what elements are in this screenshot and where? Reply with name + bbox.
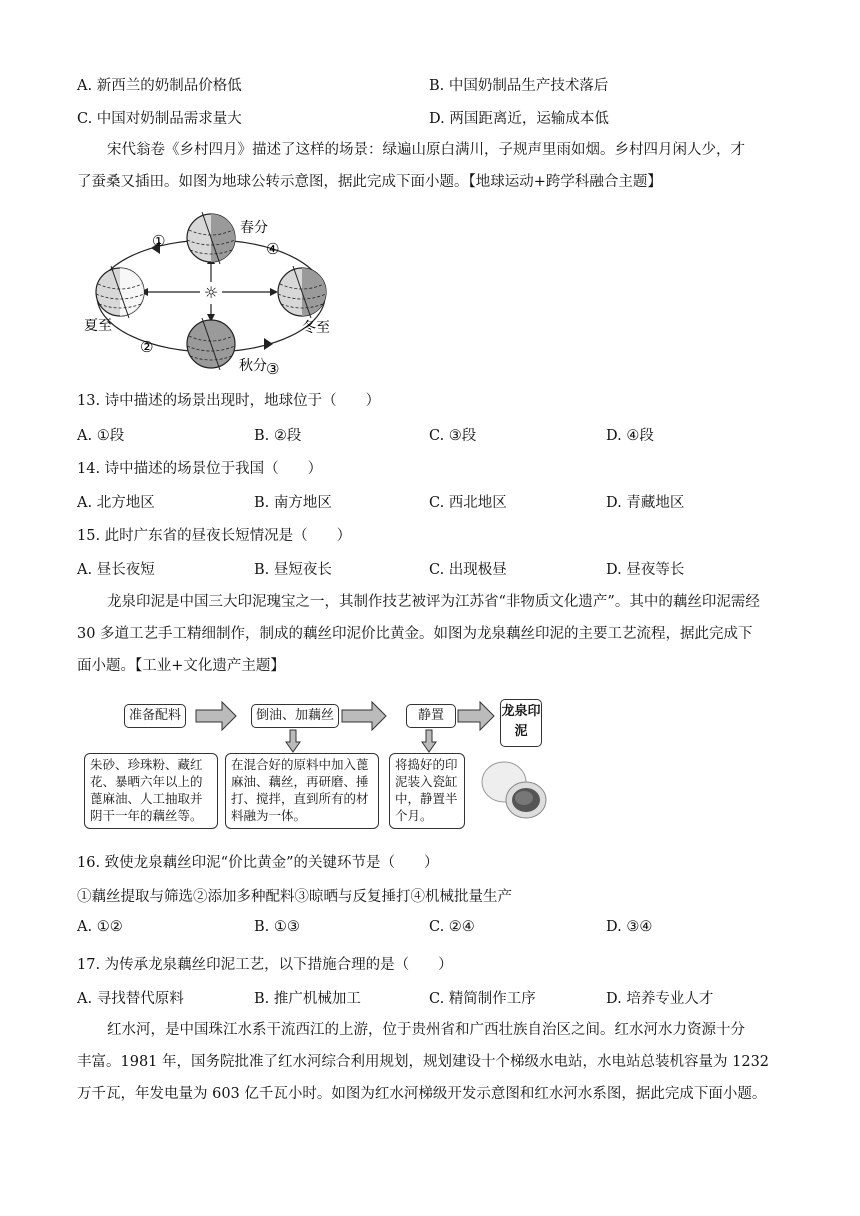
intro2-line2: 30 多道工艺手工精细制作，制成的藕丝印泥价比黄金。如图为龙泉藕丝印泥的主要工艺流程，据此完成下 [77,626,753,642]
desc-add-oil-silk: 在混合好的原料中加入蓖麻油、藕丝，再研磨、捶打、搅拌，直到所有的材料融为一体。 [225,753,379,829]
q16-option-b[interactable]: B. ①③ [254,919,300,935]
q12-option-d[interactable]: D. 两国距离近，运输成本低 [429,111,609,127]
step-add-oil-silk: 倒油、加藕丝 [251,704,339,728]
segment-1-label: ① [152,232,166,250]
earth-spring [187,212,235,264]
q14-option-d[interactable]: D. 青藏地区 [606,495,685,511]
segment-4-label: ④ [266,240,280,258]
step-rest: 静置 [406,704,456,728]
q12-option-b[interactable]: B. 中国奶制品生产技术落后 [429,78,609,94]
q14-option-a[interactable]: A. 北方地区 [77,495,155,511]
step-prepare-ingredients: 准备配料 [124,704,186,728]
q12-option-c[interactable]: C. 中国对奶制品需求量大 [77,111,242,127]
q13-option-c[interactable]: C. ③段 [429,428,477,444]
q16-statements: ①藕丝提取与筛选②添加多种配料③晾晒与反复捶打④机械批量生产 [77,889,512,905]
q14-stem: 14. 诗中描述的场景位于我国（ ） [77,461,323,477]
intro-paragraph-2 [77,586,789,682]
q13-option-a[interactable]: A. ①段 [77,428,125,444]
q17-option-a[interactable]: A. 寻找替代原料 [77,991,184,1007]
q14-option-b[interactable]: B. 南方地区 [254,495,332,511]
segment-2-label: ② [140,338,154,356]
intro2-line1: 龙泉印泥是中国三大印泥瑰宝之一，其制作技艺被评为江苏省“非物质文化遗产”。其中的藕丝印泥需经 [107,594,760,610]
intro-paragraph-1 [77,134,789,198]
product-longquan-inkpad: 龙泉印泥 [500,699,542,747]
q13-option-d[interactable]: D. ④段 [606,428,654,444]
q17-stem: 17. 为传承龙泉藕丝印泥工艺，以下措施合理的是（ ） [77,957,453,973]
q15-stem: 15. 此时广东省的昼夜长短情况是（ ） [77,528,352,544]
q14-option-c[interactable]: C. 西北地区 [429,495,507,511]
intro3-line1: 红水河，是中国珠江水系干流西江的上游，位于贵州省和广西壮族自治区之间。红水河水力资源十分 [107,1022,745,1038]
label-autumn-equinox: 秋分 [239,358,267,374]
intro1-line2: 了蚕桑又插田。如图为地球公转示意图，据此完成下面小题。【地球运动+跨学科融合主题】 [77,174,662,190]
earth-autumn [187,318,235,370]
q16-option-d[interactable]: D. ③④ [606,919,653,935]
q16-option-c[interactable]: C. ②④ [429,919,475,935]
q16-stem: 16. 致使龙泉藕丝印泥“价比黄金”的关键环节是（ ） [77,855,439,871]
flow-arrows [190,700,500,760]
q13-stem: 13. 诗中描述的场景出现时，地球位于（ ） [77,393,381,409]
earth-winter [278,266,326,318]
q15-option-a[interactable]: A. 昼长夜短 [77,562,155,578]
q17-option-d[interactable]: D. 培养专业人才 [606,991,714,1007]
inkpad-jar-image [478,756,550,826]
label-spring-equinox: 春分 [240,220,268,236]
intro3-line2: 丰富。1981 年，国务院批准了红水河综合利用规划，规划建设十个梯级水电站，水电站总装机容量为 1232 [77,1054,770,1070]
segment-3-label: ③ [266,360,280,378]
q16-option-a[interactable]: A. ①② [77,919,123,935]
intro1-line1: 宋代翁卷《乡村四月》描述了这样的场景：绿遍山原白满川，子规声里雨如烟。乡村四月闲人少，才 [107,142,745,158]
desc-rest: 将捣好的印泥装入瓷缸中，静置半个月。 [389,753,465,829]
desc-prepare-ingredients: 朱砂、珍珠粉、藏红花、暴晒六年以上的蓖麻油、人工抽取并阴干一年的藕丝等。 [84,753,218,829]
q13-option-b[interactable]: B. ②段 [254,428,302,444]
q12-option-a[interactable]: A. 新西兰的奶制品价格低 [77,78,242,94]
intro2-line3: 面小题。【工业+文化遗产主题】 [77,658,285,674]
sun-icon: ☼ [203,283,219,302]
q17-option-c[interactable]: C. 精简制作工序 [429,991,536,1007]
earth-summer [96,266,144,318]
intro3-line3: 万千瓦，年发电量为 603 亿千瓦小时。如图为红水河梯级开发示意图和红水河水系图，据此完成下面小题。 [77,1086,767,1102]
label-summer-solstice: 夏至 [84,318,112,334]
label-winter-solstice: 冬至 [302,320,330,336]
q15-option-d[interactable]: D. 昼夜等长 [606,562,685,578]
intro-paragraph-3 [77,1014,789,1110]
q15-option-c[interactable]: C. 出现极昼 [429,562,507,578]
q15-option-b[interactable]: B. 昼短夜长 [254,562,332,578]
earth-orbit-diagram [80,210,340,380]
q17-option-b[interactable]: B. 推广机械加工 [254,991,361,1007]
